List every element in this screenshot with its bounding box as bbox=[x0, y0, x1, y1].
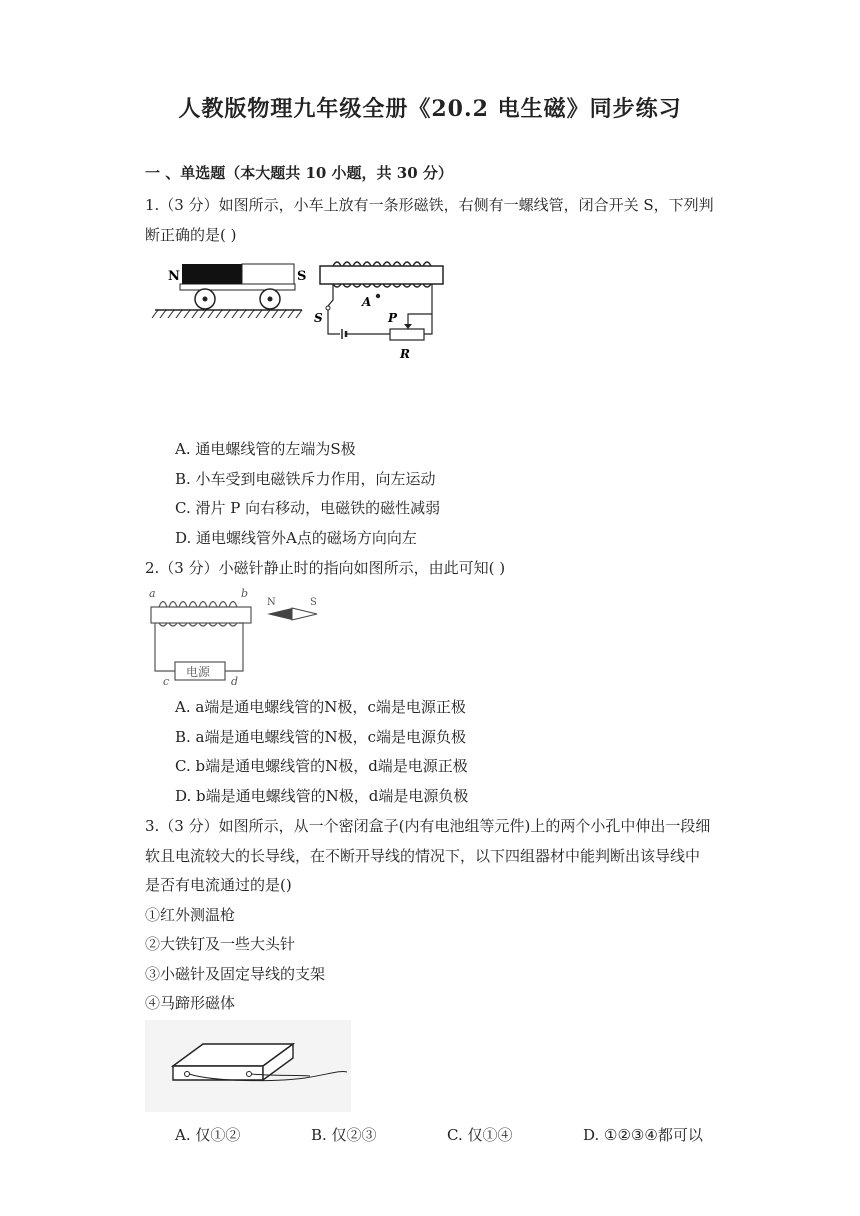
q2-option-a[interactable]: A. a端是通电螺线管的N极，c端是电源正极 bbox=[175, 698, 466, 716]
q1-option-b[interactable]: B. 小车受到电磁铁斥力作用，向左运动 bbox=[175, 470, 436, 488]
end-d-label: d bbox=[231, 675, 239, 687]
magnet-n-label: N bbox=[168, 269, 180, 284]
q2-option-c[interactable]: C. b端是通电螺线管的N极，d端是电源正极 bbox=[175, 757, 468, 775]
bar-magnet-north bbox=[182, 264, 242, 284]
resistor-label: R bbox=[400, 347, 410, 361]
q3-item-2: ②大铁钉及一些大头针 bbox=[145, 935, 296, 953]
q1-option-a[interactable]: A. 通电螺线管的左端为S极 bbox=[175, 440, 356, 458]
q3-stem-line2: 软且电流较大的长导线，在不断开导线的情况下，以下四组器材中能判断出该导线中 bbox=[145, 847, 701, 865]
q2-solenoid-core bbox=[151, 607, 251, 623]
q2-option-b[interactable]: B. a端是通电螺线管的N极，c端是电源负极 bbox=[175, 728, 467, 746]
point-a-label: A bbox=[362, 295, 372, 309]
q3-item-1: ①红外测温枪 bbox=[145, 906, 236, 924]
q3-option-c[interactable]: C. 仅①④ bbox=[447, 1126, 513, 1144]
switch-label: S bbox=[314, 311, 323, 325]
q2-stem-line1: 2.（3 分）小磁针静止时的指向如图所示，由此可知( ) bbox=[145, 559, 506, 577]
end-c-label: c bbox=[163, 675, 170, 687]
point-a bbox=[376, 294, 380, 298]
q1-option-d[interactable]: D. 通电螺线管外A点的磁场方向向左 bbox=[175, 529, 417, 547]
q3-option-d[interactable]: D. ①②③④都可以 bbox=[583, 1126, 703, 1144]
page-title: 人教版物理九年级全册《20.2 电生磁》同步练习 bbox=[178, 96, 682, 122]
box-hole-right bbox=[247, 1072, 252, 1077]
q3-stem-line1: 3.（3 分）如图所示，从一个密闭盒子(内有电池组等元件)上的两个小孔中伸出一段细 bbox=[145, 817, 711, 835]
q3-stem-line3: 是否有电流通过的是() bbox=[145, 876, 292, 894]
q3-option-b[interactable]: B. 仅②③ bbox=[311, 1126, 377, 1144]
cart-body bbox=[180, 284, 295, 290]
resistor bbox=[390, 329, 424, 340]
magnet-s-label: S bbox=[297, 269, 307, 284]
needle-s-label: S bbox=[310, 597, 317, 608]
q3-item-3: ③小磁针及固定导线的支架 bbox=[145, 965, 326, 983]
box-hole-left bbox=[185, 1072, 190, 1077]
needle-n-label: N bbox=[267, 597, 276, 608]
slider-label: P bbox=[388, 311, 398, 325]
power-source-label: 电源 bbox=[186, 665, 211, 679]
q3-option-a[interactable]: A. 仅①② bbox=[175, 1126, 241, 1144]
bar-magnet-south bbox=[242, 264, 294, 284]
q3-item-4: ④马蹄形磁体 bbox=[145, 994, 236, 1012]
end-b-label: b bbox=[241, 587, 249, 600]
q3-figure bbox=[145, 1020, 351, 1112]
end-a-label: a bbox=[149, 587, 156, 600]
q1-stem-line1: 1.（3 分）如图所示，小车上放有一条形磁铁，右侧有一螺线管，闭合开关 S，下列判 bbox=[145, 196, 714, 214]
q1-stem-line2: 断正确的是( ) bbox=[145, 226, 237, 244]
solenoid-core bbox=[320, 266, 443, 284]
compass-needle bbox=[267, 608, 317, 620]
slider-p bbox=[408, 314, 432, 329]
switch-contact bbox=[326, 306, 330, 310]
q1-figure bbox=[150, 258, 450, 368]
q2-figure bbox=[145, 585, 325, 687]
section-heading: 一 、单选题（本大题共 10 小题，共 30 分） bbox=[145, 164, 453, 182]
q1-option-c[interactable]: C. 滑片 P 向右移动，电磁铁的磁性减弱 bbox=[175, 499, 441, 517]
q2-option-d[interactable]: D. b端是通电螺线管的N极，d端是电源负极 bbox=[175, 787, 469, 805]
